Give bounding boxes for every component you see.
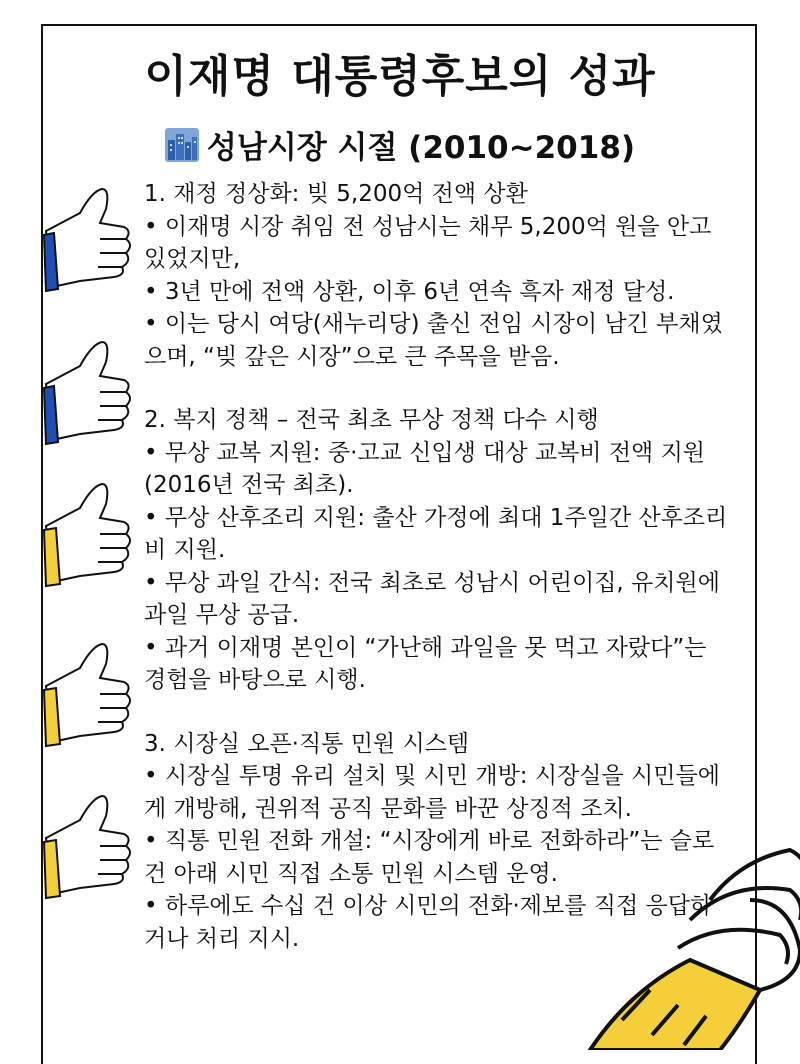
bullet-item: • 이는 당시 여당(새누리당) 출신 전임 시장이 남긴 부채였으며, “빚 갚은 시장”으로 큰 주목을 받음. [144, 311, 723, 370]
cityscape-icon [165, 128, 199, 162]
thumbs-up-icon [40, 478, 136, 590]
thumbs-up-icon [40, 336, 136, 448]
section-heading: 1. 재정 정상화: 빚 5,200억 전액 상환 [144, 181, 528, 207]
bullet-item: • 무상 교복 지원: 중·고교 신입생 대상 교복비 전액 지원 (2016년 전국 최초). [144, 439, 706, 498]
subtitle-text: 성남시장 시절 (2010~2018) [206, 130, 636, 166]
bullet-item: • 직통 민원 전화 개설: “시장에게 바로 전화하라”는 슬로건 아래 시민 직접 소통 민원 시스템 운영. [144, 828, 715, 887]
thumbs-up-icon [40, 183, 136, 295]
page-title: 이재명 대통령후보의 성과 [144, 51, 656, 102]
bullet-item: • 이재명 시장 취임 전 성남시는 채무 5,200억 원을 안고 있었지만, [144, 213, 712, 272]
thumbs-up-icon [40, 790, 136, 902]
content-body [144, 178, 728, 955]
subtitle [0, 122, 800, 167]
bullet-item: • 하루에도 수십 건 이상 시민의 전화·제보를 직접 응답하거나 처리 지시. [144, 893, 713, 952]
section-heading: 3. 시장실 오픈·직통 민원 시스템 [144, 730, 470, 757]
section-heading: 2. 복지 정책 – 전국 최초 무상 정책 다수 시행 [144, 407, 599, 433]
bullet-item: • 무상 산후조리 지원: 출산 가정에 최대 1주일간 산후조리비 지원. [144, 504, 728, 563]
bullet-item: • 과거 이재명 본인이 “가난해 과일을 못 먹고 자랐다”는 경험을 바탕으로 시행. [144, 634, 707, 693]
bullet-item: • 시장실 투명 유리 설치 및 시민 개방: 시장실을 시민들에게 개방해, 권위적 공직 문화를 바꾼 상징적 조치. [144, 763, 720, 822]
thumbs-up-icon [40, 638, 136, 750]
bullet-item: • 무상 과일 간식: 전국 최초로 성남시 어린이집, 유치원에 과일 무상 공급. [144, 569, 720, 628]
bullet-item: • 3년 만에 전액 상환, 이후 6년 연속 흑자 재정 달성. [144, 278, 675, 305]
